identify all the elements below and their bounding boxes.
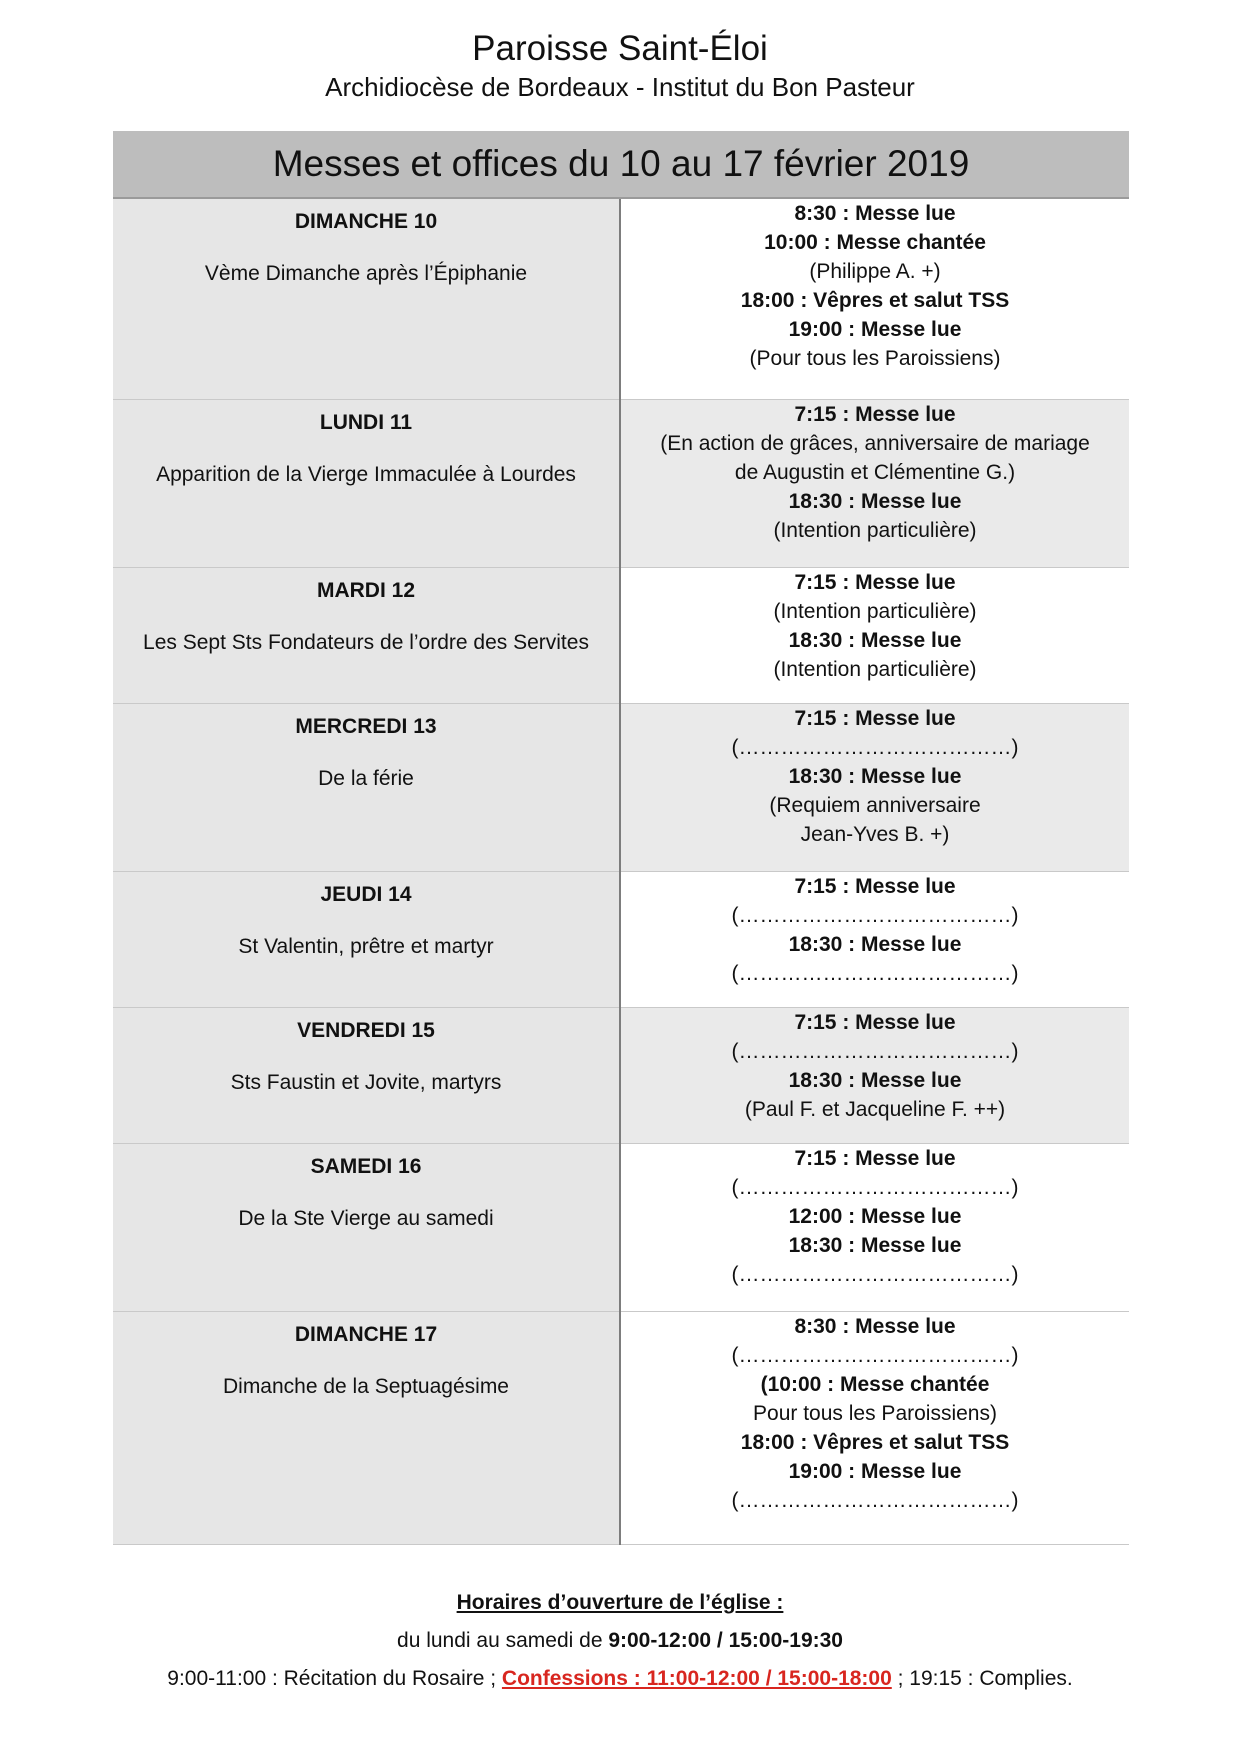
service-time: 12:00 : Messe lue <box>788 1204 962 1228</box>
day-cell <box>113 1007 620 1143</box>
day-cell <box>113 1143 620 1311</box>
day-name: LUNDI 11 <box>319 410 413 434</box>
mass-intention-blank: (…………………………………) <box>731 1262 1019 1286</box>
schedule-table <box>113 131 1129 1545</box>
service-time: 7:15 : Messe lue <box>794 706 956 730</box>
services-cell <box>620 1007 1129 1143</box>
service-time: 18:30 : Messe lue <box>788 489 962 513</box>
mass-intention: (Intention particulière) <box>773 518 977 542</box>
day-cell <box>113 871 620 1007</box>
services-cell <box>620 1143 1129 1311</box>
day-row-lundi-11 <box>113 399 1129 567</box>
mass-intention-blank: (…………………………………) <box>731 961 1019 985</box>
schedule-body <box>113 198 1129 1544</box>
day-row-dimanche-10 <box>113 198 1129 399</box>
service-time: 18:30 : Messe lue <box>788 1068 962 1092</box>
mass-intention-blank: (…………………………………) <box>731 735 1019 759</box>
daily-offices-line <box>0 1665 1240 1693</box>
parish-subtitle: Archidiocèse de Bordeaux - Institut du Bon Pasteur <box>325 72 915 102</box>
feast-name: Dimanche de la Septuagésime <box>222 1374 509 1398</box>
mass-intention-blank: (…………………………………) <box>731 1039 1019 1063</box>
confessions-time: Confessions : 11:00-12:00 / 15:00-18:00 <box>501 1667 892 1690</box>
day-name: JEUDI 14 <box>320 882 412 906</box>
day-name: DIMANCHE 10 <box>294 210 438 233</box>
document-header <box>0 28 1240 104</box>
service-time: 8:30 : Messe lue <box>794 202 956 225</box>
service-time: 18:30 : Messe lue <box>788 932 962 956</box>
mass-intention: (Pour tous les Paroissiens) <box>749 347 1001 370</box>
feast-name: St Valentin, prêtre et martyr <box>238 934 494 958</box>
feast-name: De la férie <box>318 766 414 790</box>
services-cell <box>620 871 1129 1007</box>
service-time: 18:00 : Vêpres et salut TSS <box>740 1430 1010 1454</box>
day-row-dimanche-17 <box>113 1311 1129 1544</box>
mass-intention: (Requiem anniversaire <box>769 793 981 817</box>
day-cell <box>113 567 620 703</box>
day-name: SAMEDI 16 <box>310 1154 422 1178</box>
service-time: 18:00 : Vêpres et salut TSS <box>740 289 1010 312</box>
service-time: 19:00 : Messe lue <box>788 318 962 341</box>
mass-intention: (Intention particulière) <box>773 657 977 681</box>
opening-hours-line <box>0 1627 1240 1655</box>
mass-intention-blank: (…………………………………) <box>731 1175 1019 1199</box>
services-cell <box>620 567 1129 703</box>
service-time: (10:00 : Messe chantée <box>760 1372 990 1396</box>
day-name: MERCREDI 13 <box>295 714 437 738</box>
opening-days: du lundi au samedi de <box>397 1629 609 1652</box>
day-cell <box>113 198 620 399</box>
feast-name: Vème Dimanche après l’Épiphanie <box>204 262 528 285</box>
day-name: MARDI 12 <box>316 578 416 602</box>
day-cell <box>113 399 620 567</box>
service-time: 8:30 : Messe lue <box>794 1314 956 1338</box>
mass-intention: (Intention particulière) <box>773 599 977 623</box>
service-time: 7:15 : Messe lue <box>794 1010 956 1034</box>
day-name: DIMANCHE 17 <box>294 1322 438 1346</box>
service-time: 18:30 : Messe lue <box>788 628 962 652</box>
service-time: 10:00 : Messe chantée <box>764 231 986 254</box>
day-row-mercredi-13 <box>113 703 1129 871</box>
opening-times: 9:00-12:00 / 15:00-19:30 <box>608 1629 843 1652</box>
service-time: 7:15 : Messe lue <box>794 874 956 898</box>
services-cell <box>620 198 1129 399</box>
day-row-vendredi-15 <box>113 1007 1129 1143</box>
mass-intention: (Philippe A. +) <box>809 260 941 283</box>
services-cell <box>620 399 1129 567</box>
mass-intention: Pour tous les Paroissiens) <box>753 1401 997 1425</box>
service-time: 18:30 : Messe lue <box>788 1233 962 1257</box>
day-row-mardi-12 <box>113 567 1129 703</box>
mass-intention: Jean-Yves B. +) <box>800 822 950 846</box>
service-time: 7:15 : Messe lue <box>794 570 956 594</box>
mass-intention: (Paul F. et Jacqueline F. ++) <box>744 1097 1006 1121</box>
feast-name: De la Ste Vierge au samedi <box>238 1206 494 1230</box>
day-row-jeudi-14 <box>113 871 1129 1007</box>
service-time: 7:15 : Messe lue <box>794 1146 956 1170</box>
parish-title: Paroisse Saint-Éloi <box>472 29 768 68</box>
service-time: 7:15 : Messe lue <box>794 402 956 426</box>
services-cell <box>620 1311 1129 1544</box>
day-name: VENDREDI 15 <box>297 1018 435 1042</box>
service-time: 19:00 : Messe lue <box>788 1459 962 1483</box>
day-cell <box>113 703 620 871</box>
feast-name: Sts Faustin et Jovite, martyrs <box>230 1070 502 1094</box>
services-cell <box>620 703 1129 871</box>
mass-intention-blank: (…………………………………) <box>731 1488 1019 1512</box>
opening-hours <box>0 1589 1240 1693</box>
service-time: 18:30 : Messe lue <box>788 764 962 788</box>
rosary-time: 9:00-11:00 : Récitation du Rosaire ; <box>167 1667 502 1690</box>
mass-intention-blank: (…………………………………) <box>731 903 1019 927</box>
complines-time: ; 19:15 : Complies. <box>891 1667 1073 1690</box>
mass-intention: de Augustin et Clémentine G.) <box>734 460 1016 484</box>
feast-name: Apparition de la Vierge Immaculée à Lourdes <box>156 462 576 486</box>
opening-hours-heading: Horaires d’ouverture de l’église : <box>456 1591 784 1614</box>
feast-name: Les Sept Sts Fondateurs de l’ordre des Servites <box>143 630 589 654</box>
mass-intention: (En action de grâces, anniversaire de mariage <box>660 431 1090 455</box>
schedule-banner: Messes et offices du 10 au 17 février 2019 <box>113 131 1129 198</box>
mass-intention-blank: (…………………………………) <box>731 1343 1019 1367</box>
day-row-samedi-16 <box>113 1143 1129 1311</box>
day-cell <box>113 1311 620 1544</box>
